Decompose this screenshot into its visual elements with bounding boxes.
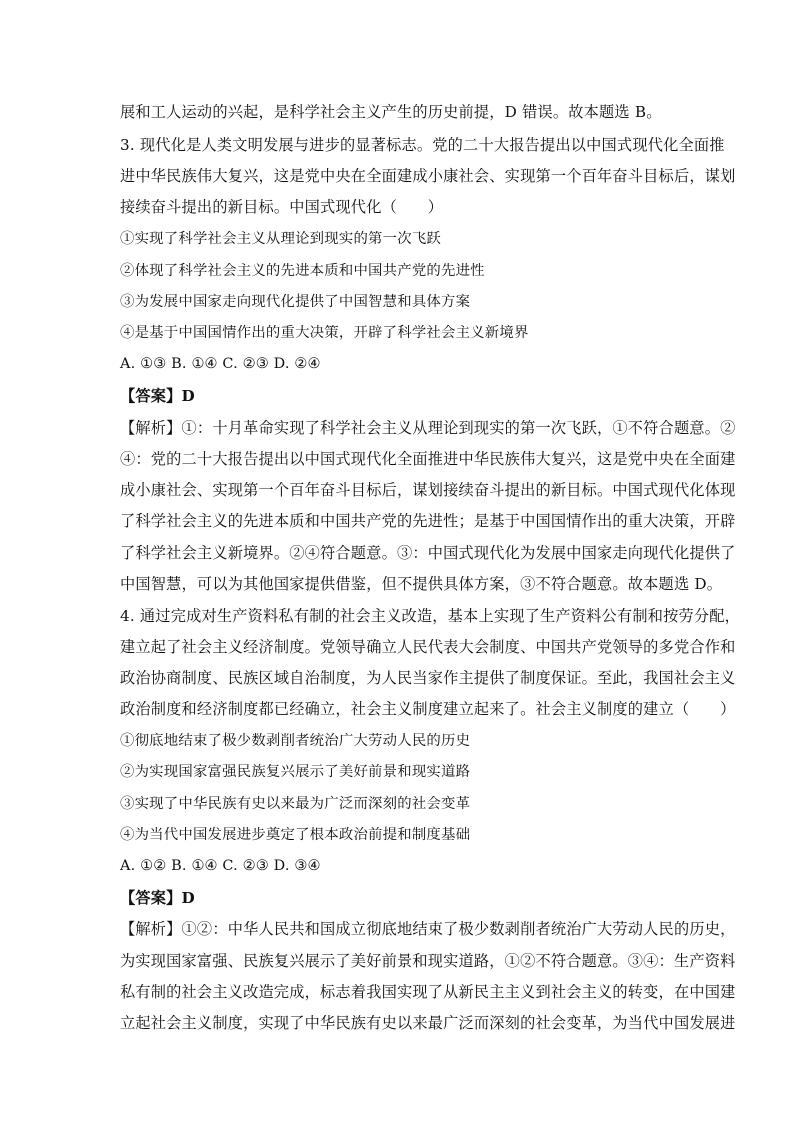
statement-option: ②为实现国家富强民族复兴展示了美好前景和现实道路 [120, 764, 471, 780]
statement-option: ④为当代中国发展进步奠定了根本政治前提和制度基础 [120, 827, 471, 843]
text-line: 立起社会主义制度，实现了中华民族有史以来最广泛而深刻的社会变革，为当代中国发展进 [120, 1014, 736, 1032]
text-line: 为实现国家富强、民族复兴展示了美好前景和现实道路，①②不符合题意。③④：生产资料 [120, 952, 736, 970]
analysis-text: 【解析】①②：中华人民共和国成立彻底地结束了极少数剥削者统治广大劳动人民的历史， [120, 920, 736, 938]
text-line: 中国智慧，可以为其他国家提供借鉴，但不提供具体方案，③不符合题意。故本题选 D。 [120, 575, 723, 593]
answer-choices: A. ①② B. ①④ C. ②③ D. ③④ [120, 858, 321, 874]
statement-option: ④是基于中国国情作出的重大决策，开辟了科学社会主义新境界 [120, 325, 529, 341]
text-line: 了科学社会主义新境界。②④符合题意。③：中国式现代化为发展中国家走向现代化提供了 [120, 544, 736, 562]
text-line: 接续奋斗提出的新目标。中国式现代化（ ） [120, 198, 444, 216]
text-line: 政治制度和经济制度都已经确立，社会主义制度建立起来了。社会主义制度的建立（ ） [120, 700, 736, 718]
text-line: 了科学社会主义的先进本质和中国共产党的先进性；是基于中国国情作出的重大决策，开辟 [120, 512, 736, 530]
answer-label: 【答案】D [120, 889, 195, 907]
answer-label: 【答案】D [120, 387, 195, 405]
statement-option: ③为发展中国家走向现代化提供了中国智慧和具体方案 [120, 294, 471, 310]
question-3-stem: 3. 现代化是人类文明发展与进步的显著标志。党的二十大报告提出以中国式现代化全面推 [120, 136, 725, 154]
question-4-stem: 4. 通过完成对生产资料私有制的社会主义改造，基本上实现了生产资料公有制和按劳分配， [120, 607, 741, 625]
statement-option: ③实现了中华民族有史以来最为广泛而深刻的社会变革 [120, 796, 471, 812]
text-line: 进中华民族伟大复兴，这是党中央在全面建成小康社会、实现第一个百年奋斗目标后，谋划 [120, 167, 736, 185]
text-line: ④：党的二十大报告提出以中国式现代化全面推进中华民族伟大复兴，这是党中央在全面建 [120, 450, 736, 468]
text-line: 政治协商制度、民族区域自治制度，为人民当家作主提供了制度保证。至此，我国社会主义 [120, 669, 736, 687]
text-line: 成小康社会、实现第一个百年奋斗目标后，谋划接续奋斗提出的新目标。中国式现代化体现 [120, 481, 736, 499]
text-line: 建立起了社会主义经济制度。党领导确立人民代表大会制度、中国共产党领导的多党合作和 [120, 638, 736, 656]
text-line: 展和工人运动的兴起，是科学社会主义产生的历史前提，D 错误。故本题选 B。 [120, 103, 662, 121]
text-line: 私有制的社会主义改造完成，标志着我国实现了从新民主主义到社会主义的转变，在中国建 [120, 983, 736, 1001]
statement-option: ①实现了科学社会主义从理论到现实的第一次飞跃 [120, 231, 441, 247]
statement-option: ①彻底地结束了极少数剥削者统治广大劳动人民的历史 [120, 733, 471, 749]
answer-choices: A. ①③ B. ①④ C. ②③ D. ②④ [120, 356, 321, 372]
analysis-text: 【解析】①：十月革命实现了科学社会主义从理论到现实的第一次飞跃，①不符合题意。② [120, 419, 736, 437]
statement-option: ②体现了科学社会主义的先进本质和中国共产党的先进性 [120, 263, 485, 279]
